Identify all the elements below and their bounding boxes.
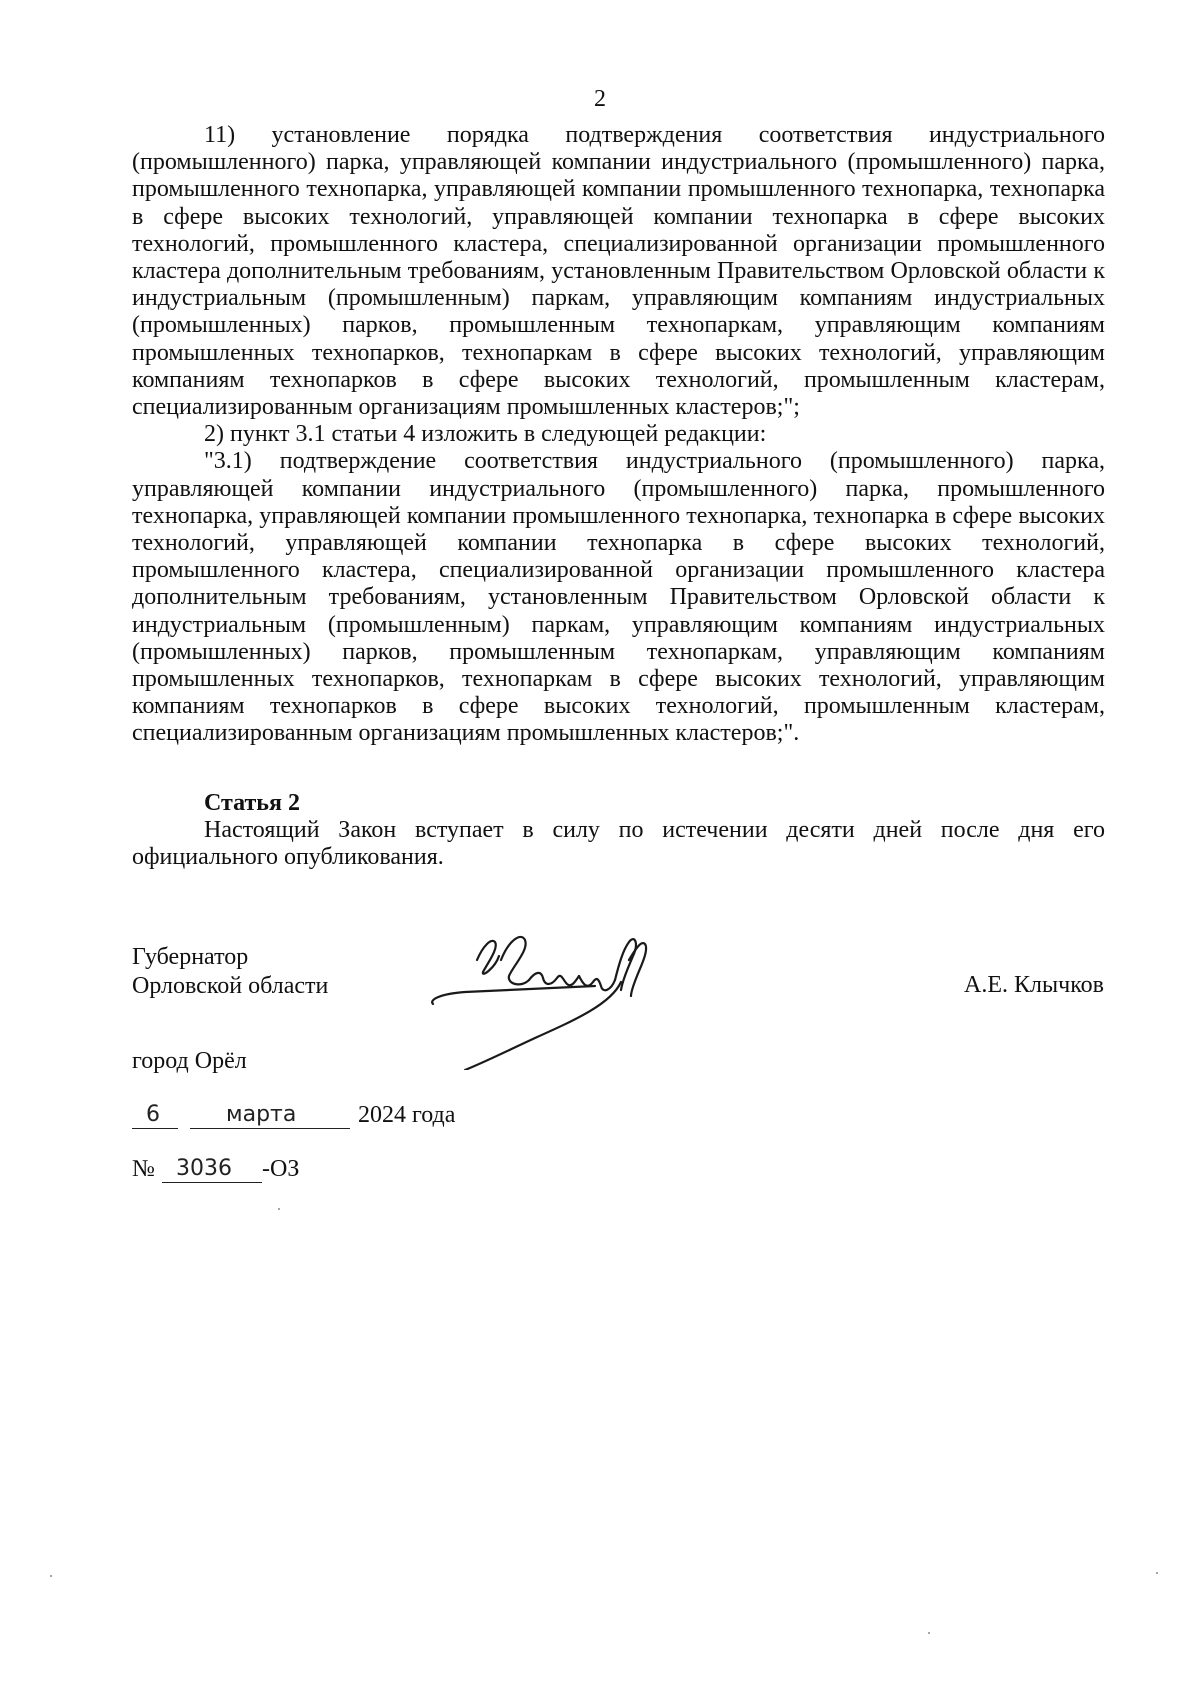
- signatory-role-line1: Губернатор: [132, 944, 249, 970]
- signatory-role-line2: Орловской области: [132, 973, 329, 999]
- law-number-suffix: -ОЗ: [262, 1156, 300, 1182]
- article-2: [132, 790, 1105, 872]
- month-underline: [190, 1128, 350, 1129]
- law-number-value: 3036: [176, 1156, 232, 1181]
- scan-speck: [278, 1208, 280, 1210]
- scan-speck: [50, 1575, 52, 1577]
- paragraph-item-11: 11) установление порядка подтверждения соответствия индустриального (промышленного) парка, управляющей компании индустриального (промышленного) парка, промышленного технопарка, управляющей компании промышленного технопарка, технопарка в сфере высоких технологий, управляющей компании технопарка в сфере высоких технологий, промышленного кластера, специализированной организации промышленного кластера дополнительным требованиям, установленным Правительством Орловской области к индустриальным (промышленным) паркам, управляющим компаниям индустриальных (промышленных) парков, промышленным технопаркам, управляющим компаниям промышленных технопарков, технопаркам в сфере высоких технологий, управляющим компаниям технопарков в сфере высоких технологий, промышленным кластерам, специализированным организациям промышленных кластеров;";: [132, 122, 1105, 421]
- city: город Орёл: [132, 1048, 247, 1074]
- paragraph-item-3-1: "3.1) подтверждение соответствия индустриального (промышленного) парка, управляющей компании индустриального (промышленного) парка, промышленного технопарка, управляющей компании промышленного технопарка, технопарка в сфере высоких технологий, управляющей компании технопарка в сфере высоких технологий, промышленного кластера, специализированной организации промышленного кластера дополнительным требованиям, установленным Правительством Орловской области к индустриальным (промышленным) паркам, управляющим компаниям индустриальных (промышленных) парков, промышленным технопаркам, управляющим компаниям промышленных технопарков, технопаркам в сфере высоких технологий, управляющим компаниям технопарков в сфере высоких технологий, промышленным кластерам, специализированным организациям промышленных кластеров;".: [132, 448, 1105, 747]
- law-number: [132, 1156, 632, 1190]
- scan-speck: [1156, 1572, 1158, 1574]
- date-day: 6: [146, 1102, 160, 1127]
- signature-drawing: [425, 920, 695, 1070]
- number-underline: [162, 1182, 262, 1183]
- article-text: Настоящий Закон вступает в силу по истечении десяти дней после дня его официального опубликования.: [132, 817, 1105, 871]
- signatory-role: [132, 943, 328, 1001]
- signatory-name: А.Е. Клычков: [964, 972, 1104, 998]
- page-number: 2: [594, 86, 606, 112]
- number-sign: №: [132, 1156, 155, 1182]
- date-year: 2024 года: [358, 1102, 456, 1128]
- article-title: Статья 2: [204, 790, 300, 816]
- date-month: марта: [226, 1102, 297, 1127]
- day-underline: [132, 1128, 178, 1129]
- law-body: [132, 122, 1105, 748]
- handwritten-signature: [425, 920, 695, 1075]
- paragraph-item-2: 2) пункт 3.1 статьи 4 изложить в следующей редакции:: [204, 421, 767, 448]
- signing-date: [132, 1102, 632, 1136]
- scan-speck: [928, 1632, 930, 1634]
